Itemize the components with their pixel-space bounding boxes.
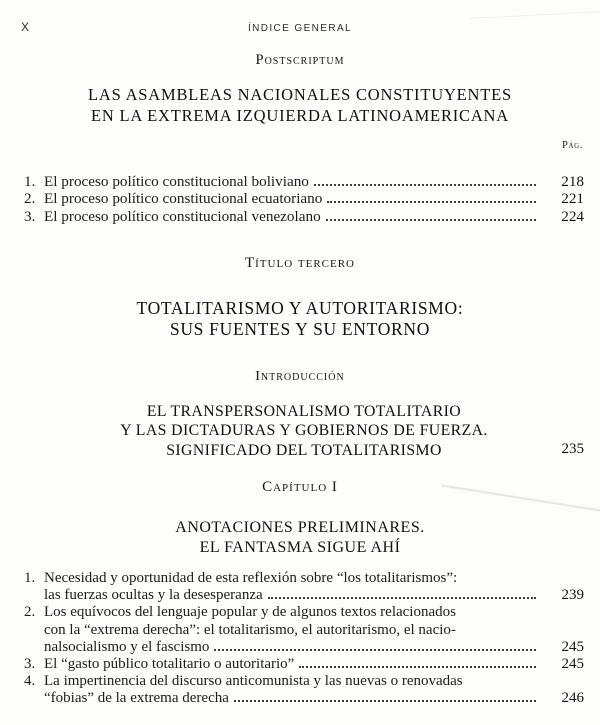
title-line: EN LA EXTREMA IZQUIERDA LATINOAMERICANA	[90, 105, 509, 125]
dotted-leader	[314, 184, 536, 186]
entry-page-number: 246	[561, 690, 584, 707]
dotted-leader	[326, 219, 536, 221]
toc-entry	[24, 673, 584, 707]
entry-line: Los equívocos del lenguaje popular y de algunos textos relacionados	[44, 604, 456, 621]
entry-content	[44, 673, 538, 707]
toc-list-capitulo1	[24, 570, 584, 708]
title-line: LAS ASAMBLEAS NACIONALES CONSTITUYENTES	[87, 85, 512, 104]
capitulo-heading: Capítulo I	[262, 479, 338, 495]
entry-content	[44, 656, 538, 673]
entry-content	[44, 208, 538, 225]
entry-number: 4.	[24, 673, 36, 690]
entry-content	[44, 570, 538, 604]
entry-page-number: 218	[561, 173, 584, 190]
toc-list-postscriptum	[24, 173, 584, 225]
entry-number: 1.	[24, 173, 36, 190]
entry-page-number: 245	[561, 638, 584, 655]
entry-content	[44, 173, 538, 190]
entry-page-number: 235	[561, 440, 584, 457]
entry-page-number: 221	[561, 190, 584, 208]
entry-text: El proceso político constitucional ecuatoriano	[44, 190, 323, 208]
page-column-header: Pág.	[562, 140, 583, 151]
toc-entry	[24, 208, 584, 225]
entry-line: La impertinencia del discurso anticomunista y las nuevas o renovadas	[44, 673, 463, 690]
toc-entry	[24, 190, 584, 207]
toc-entry	[24, 173, 584, 190]
introduccion-heading: Introducción	[255, 369, 345, 384]
entry-text: El proceso político constitucional boliviano	[44, 173, 309, 190]
entry-number: 2.	[24, 604, 36, 621]
entry-number: 3.	[24, 207, 36, 225]
entry-page-number: 224	[561, 207, 584, 225]
entry-text: El proceso político constitucional venezolano	[44, 207, 321, 225]
postscriptum-heading: Postscriptum	[255, 52, 345, 68]
capitulo-title	[0, 518, 600, 557]
titulo-tercero-title	[0, 298, 600, 340]
running-head: ÍNDICE GENERAL	[247, 23, 353, 34]
dotted-leader	[214, 649, 536, 651]
entry-content	[44, 604, 538, 656]
title-line: SUS FUENTES Y SU ENTORNO	[169, 319, 431, 339]
entry-line: las fuerzas ocultas y la desesperanza	[44, 587, 263, 604]
title-line: TOTALITARISMO Y AUTORITARISMO:	[136, 298, 464, 318]
dotted-leader	[327, 201, 536, 203]
entry-page-number: 239	[561, 587, 584, 604]
entry-line: EL TRANSPERSONALISMO TOTALITARIO	[146, 403, 462, 420]
entry-number: 1.	[24, 570, 36, 586]
scan-artifact	[470, 10, 600, 19]
titulo-tercero-heading: Título tercero	[244, 255, 355, 271]
entry-line: Necesidad y oportunidad de esta reflexión sobre “los totalitarismos”:	[44, 570, 458, 586]
entry-line: SIGNIFICADO DEL TOTALITARISMO	[166, 441, 442, 459]
title-line: ANOTACIONES PRELIMINARES.	[175, 519, 425, 536]
entry-line: El “gasto público totalitario o autoritario”	[44, 656, 295, 673]
entry-line: con la “extrema derecha”: el totalitarismo, el autoritarismo, el nacio-	[44, 621, 456, 638]
postscriptum-title	[0, 85, 600, 126]
entry-line: nalsocialismo y el fascismo	[44, 638, 210, 655]
toc-entry	[24, 656, 584, 673]
toc-entry	[24, 604, 584, 656]
entry-page-number: 245	[561, 656, 584, 673]
title-line: EL FANTASMA SIGUE AHÍ	[199, 538, 401, 556]
introduccion-entry	[24, 402, 584, 460]
folio-page-marker: X	[21, 20, 30, 34]
entry-content	[44, 190, 538, 207]
toc-entry	[24, 570, 584, 604]
entry-line: Y LAS DICTADURAS Y GOBIERNOS DE FUERZA.	[120, 422, 488, 440]
dotted-leader	[299, 666, 536, 668]
entry-number: 2.	[24, 190, 36, 208]
entry-line: “fobias” de la extrema derecha	[44, 690, 229, 707]
dotted-leader	[268, 597, 536, 599]
entry-number: 3.	[24, 656, 36, 673]
dotted-leader	[234, 700, 536, 702]
